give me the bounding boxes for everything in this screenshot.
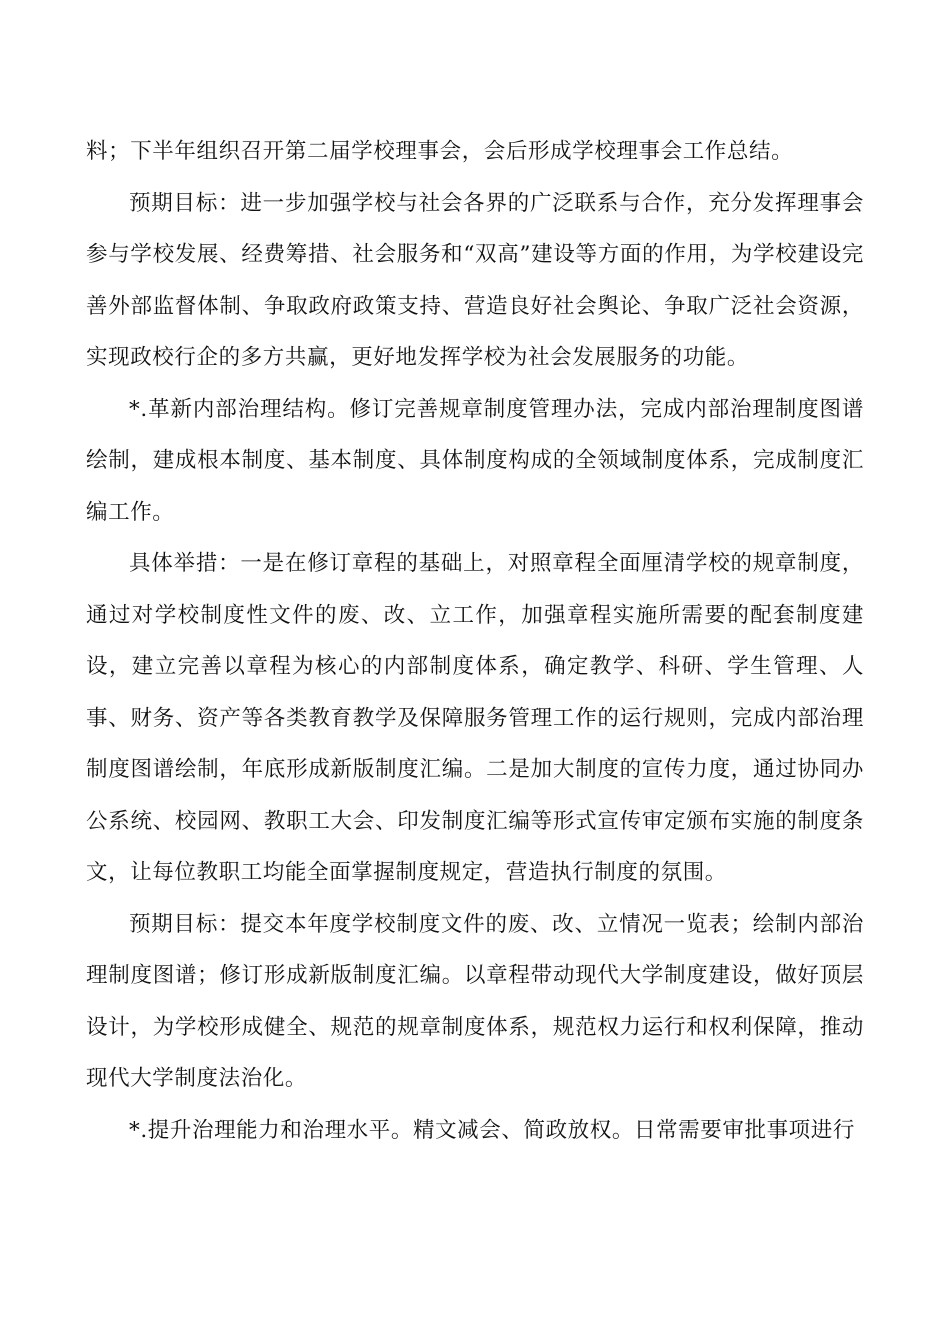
paragraph-specific-measures: 具体举措：一是在修订章程的基础上，对照章程全面厘清学校的规章制度，通过对学校制度性文件的废、改、立工作，加强章程实施所需要的配套制度建设，建立完善以章程为核心的内部制度体系，确定教学、科研、学生管理、人事、财务、资产等各类教育教学及保障服务管理工作的运行规则，完成内部治理制度图谱绘制，年底形成新版制度汇编。二是加大制度的宣传力度，通过协同办公系统、校园网、教职工大会、印发制度汇编等形式宣传审定颁布实施的制度条文，让每位教职工均能全面掌握制度规定，营造执行制度的氛围。 — [86, 551, 864, 885]
paragraph-internal-governance-structure: *.革新内部治理结构。修订完善规章制度管理办法，完成内部治理制度图谱绘制，建成根本制度、基本制度、具体制度构成的全领域制度体系，完成制度汇编工作。 — [86, 396, 864, 525]
paragraph-expected-goal-regulations: 预期目标：提交本年度学校制度文件的废、改、立情况一览表；绘制内部治理制度图谱；修订形成新版制度汇编。以章程带动现代大学制度建设，做好顶层设计，为学校形成健全、规范的规章制度体系，规范权力运行和权利保障，推动现代大学制度法治化。 — [86, 911, 864, 1091]
paragraph-expected-goal-council: 预期目标：进一步加强学校与社会各界的广泛联系与合作，充分发挥理事会参与学校发展、经费筹措、社会服务和“双高”建设等方面的作用，为学校建设完善外部监督体制、争取政府政策支持、营造良好社会舆论、争取广泛社会资源，实现政校行企的多方共赢，更好地发挥学校为社会发展服务的功能。 — [86, 190, 864, 370]
document-body — [86, 126, 864, 1156]
paragraph-governance-capacity: *.提升治理能力和治理水平。精文减会、简政放权。日常需要审批事项进行 — [129, 1117, 855, 1143]
paragraph-continuation: 料；下半年组织召开第二届学校理事会，会后形成学校理事会工作总结。 — [86, 139, 794, 164]
